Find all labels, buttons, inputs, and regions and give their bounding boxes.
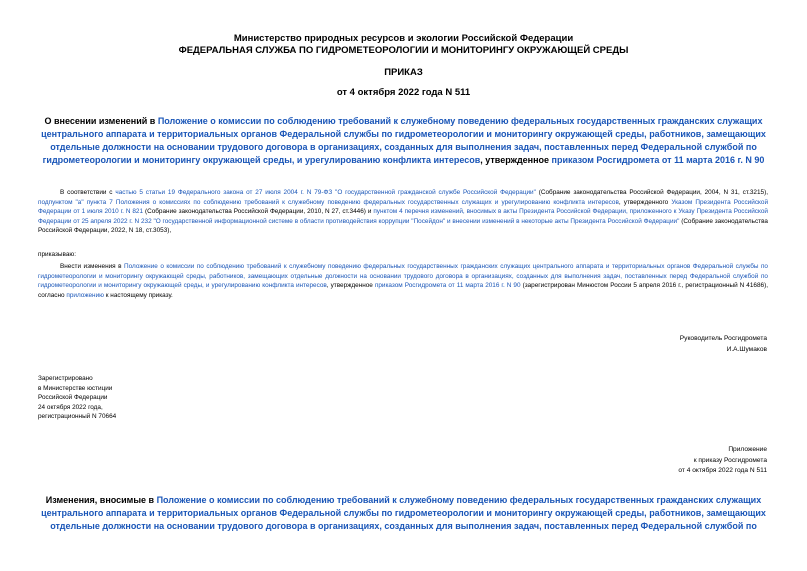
order-word: приказываю: [38, 251, 76, 258]
order-text-2: , утвержденное [326, 282, 375, 290]
title-regulation-link[interactable]: Положение о комиссии по соблюдению требований к служебному поведению федеральных государственных гражданских служащих центрального аппарата и территориальных органов Федеральной службы по гидрометеорологии и мониторингу окружающей среды, работников, замещающих отдельные должности на основании трудового договора в организациях, созданных для выполнения задач, поставленных перед Федеральной службой по гидрометеорологии и мониторингу окружающей среды, и урегулированию конфликта интересов [41, 116, 766, 165]
changes-list-link[interactable]: пунктом 4 перечня изменений, вносимых в акты Президента Российской Федерации, приложенного к Указу Президента Российской Федерации от 25 апреля 2022 г. N 232 "О государственной информационной системе в области противодействия коррупции "Посейдон" и внесении изменений в некоторые акты Президента Российской Федерации" [38, 208, 768, 225]
appendix-title-prefix: Изменения, вносимые в [45, 495, 157, 505]
order-rosgidromet-link[interactable]: приказом Росгидромета от 11 марта 2016 г. N 90 [374, 282, 521, 290]
signature-position: Руководитель Росгидромета [679, 335, 767, 342]
title-prefix: О внесении изменений в [44, 116, 158, 126]
title-middle: , утвержденное [480, 155, 552, 165]
order-regulation-link[interactable]: Положение о комиссии по соблюдению требований к служебному поведению федеральных государственных гражданских служащих центрального аппарата и территориальных органов Федеральной службы по гидрометеорологии и мониторингу окружающей среды, работников, замещающих отдельные должности на основании трудового договора в организациях, созданных для выполнения задач, поставленных перед Федеральной службой по гидрометеорологии и мониторингу окружающей среды, и урегулированию конфликта интересов [38, 263, 768, 290]
signature-block [680, 334, 767, 355]
appendix-line: к приказу Росгидромета [693, 456, 767, 464]
service-name: ФЕДЕРАЛЬНАЯ СЛУЖБА ПО ГИДРОМЕТЕОРОЛОГИИ И МОНИТОРИНГУ ОКРУЖАЮЩЕЙ СРЕДЫ [178, 45, 629, 56]
appendix-link[interactable]: приложению [66, 291, 104, 299]
order-text-3: (зарегистрирован Минюстом России 5 апреля 2016 г., регистрационный N 41686), согласно [38, 282, 768, 299]
presidential-decree-link[interactable]: Указом Президента Российской Федерации от 1 июля 2010 г. N 821 [38, 198, 769, 216]
registration-line: 24 октября 2022 года, [38, 403, 103, 411]
preamble-text-1: В соответствии с [60, 189, 116, 196]
title-order-link[interactable]: приказом Росгидромета от 11 марта 2016 г. N 90 [551, 155, 765, 165]
ministry-name: Министерство природных ресурсов и экологии Российской Федерации [233, 33, 574, 44]
document-type: ПРИКАЗ [384, 67, 423, 78]
document-title [40, 115, 767, 167]
preamble-paragraph [38, 188, 768, 236]
order-paragraph [38, 262, 768, 300]
registration-line: Зарегистрировано [38, 375, 93, 382]
appendix-line: от 4 октября 2022 года N 511 [678, 467, 767, 474]
registration-block [38, 374, 116, 422]
appendix-title [40, 494, 767, 533]
registration-line: регистрационный N 70664 [38, 413, 117, 421]
appendix-title-link[interactable]: Положение о комиссии по соблюдению требований к служебному поведению федеральных государственных гражданских служащих центрального аппарата и территориальных органов Федеральной службы по гидрометеорологии и мониторингу окружающей среды, работников, замещающих отдельные должности на основании трудового договора в организациях, созданных для выполнения задач, поставленных перед Федеральной службой по [41, 495, 766, 531]
signature-name: И.А.Шумаков [726, 345, 767, 353]
preamble-text-4: (Собрание законодательства Российской Федерации, 2010, N 27, ст.3446) и [143, 208, 374, 216]
registration-line: Российской Федерации [38, 394, 108, 402]
order-text-1: Внести изменения в [60, 263, 125, 270]
preamble-text-3: , утвержденного [618, 198, 672, 206]
preamble-text-5: (Собрание законодательства Российской Федерации, 2022, N 18, ст.3053), [38, 217, 768, 235]
regulation-subpoint-link[interactable]: подпунктом "а" пункта 7 Положения о комиссиях по соблюдению требований к служебному поведению федеральных государственных служащих и урегулированию конфликта интересов [38, 198, 619, 206]
appendix-block [678, 445, 767, 477]
appendix-line: Приложение [728, 446, 767, 453]
document-date-number: от 4 октября 2022 года N 511 [336, 87, 471, 98]
preamble-text-2: (Собрание законодательства Российской Федерации, 2004, N 31, ст.3215), [535, 189, 768, 196]
order-text-4: к настоящему приказу. [103, 291, 173, 299]
registration-line: в Министерстве юстиции [38, 384, 113, 392]
federal-law-link[interactable]: частью 5 статьи 19 Федерального закона от 27 июля 2004 г. N 79-ФЗ "О государственной гражданской службе Российской Федерации" [115, 189, 536, 196]
